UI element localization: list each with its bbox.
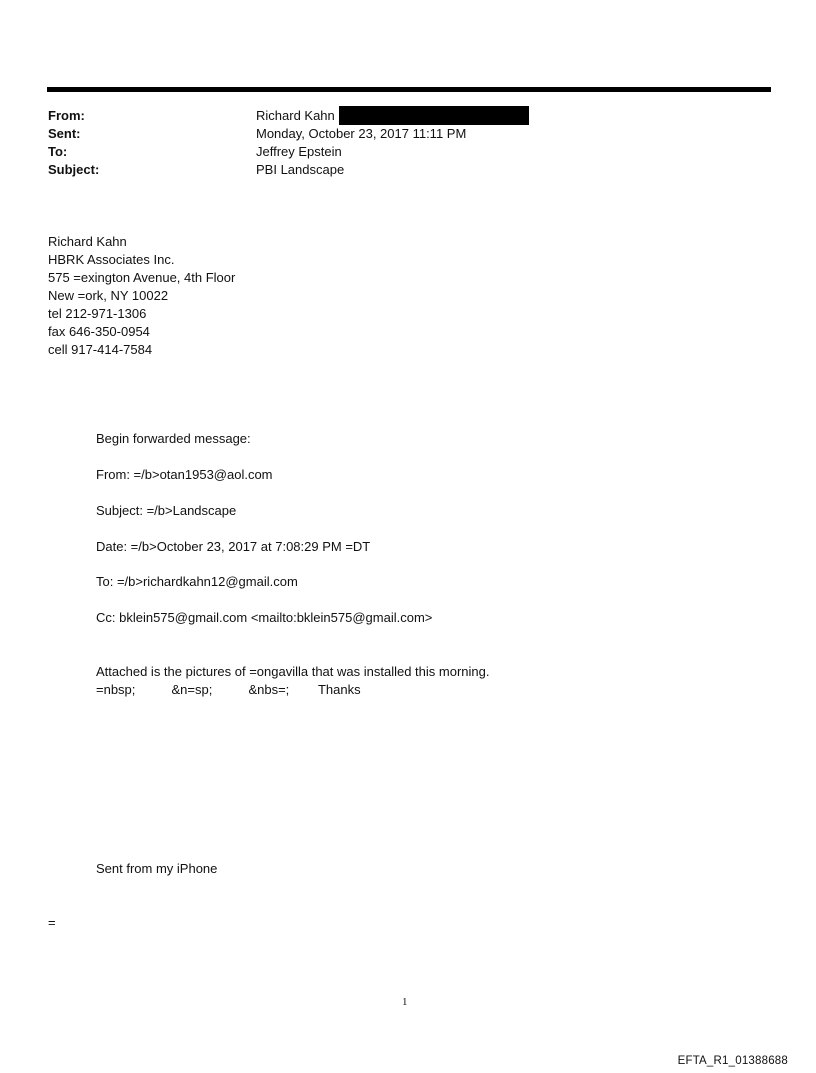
forwarded-from: From: =/b>otan1953@aol.com bbox=[96, 467, 273, 482]
forwarded-cc: Cc: bklein575@gmail.com <mailto:bklein575@gmail.com> bbox=[96, 610, 433, 625]
forwarded-sent-from: Sent from my iPhone bbox=[96, 861, 218, 876]
to-value: Jeffrey Epstein bbox=[256, 144, 342, 159]
forwarded-date: Date: =/b>October 23, 2017 at 7:08:29 PM =DT bbox=[96, 539, 371, 554]
page-number: 1 bbox=[402, 996, 408, 1008]
forwarded-subject: Subject: =/b>Landscape bbox=[96, 503, 237, 518]
signature-company: HBRK Associates Inc. bbox=[48, 252, 175, 267]
subject-value: PBI Landscape bbox=[256, 162, 345, 177]
sent-value: Monday, October 23, 2017 11:11 PM bbox=[256, 126, 467, 141]
signature-tel: tel 212-971-1306 bbox=[48, 306, 147, 321]
redaction-bar bbox=[339, 106, 529, 125]
header-top-rule bbox=[47, 87, 771, 92]
from-label: From: bbox=[48, 108, 85, 123]
signature-fax: fax 646-350-0954 bbox=[48, 324, 150, 339]
stray-equals: = bbox=[48, 915, 56, 930]
signature-address-street: 575 =exington Avenue, 4th Floor bbox=[48, 270, 236, 285]
forwarded-body-line1: Attached is the pictures of =ongavilla that was installed this morning. bbox=[96, 664, 490, 679]
to-label: To: bbox=[48, 144, 68, 159]
subject-label: Subject: bbox=[48, 162, 100, 177]
forwarded-intro: Begin forwarded message: bbox=[96, 431, 251, 446]
from-name: Richard Kahn bbox=[256, 108, 335, 123]
document-id: EFTA_R1_01388688 bbox=[677, 1055, 788, 1067]
signature-name: Richard Kahn bbox=[48, 234, 127, 249]
from-value bbox=[256, 107, 529, 125]
sent-label: Sent: bbox=[48, 126, 81, 141]
forwarded-to: To: =/b>richardkahn12@gmail.com bbox=[96, 574, 298, 589]
signature-address-city: New =ork, NY 10022 bbox=[48, 288, 169, 303]
signature-cell: cell 917-414-7584 bbox=[48, 342, 153, 357]
forwarded-body-line2: =nbsp; &n=sp; &nbs=; Thanks bbox=[96, 682, 361, 697]
